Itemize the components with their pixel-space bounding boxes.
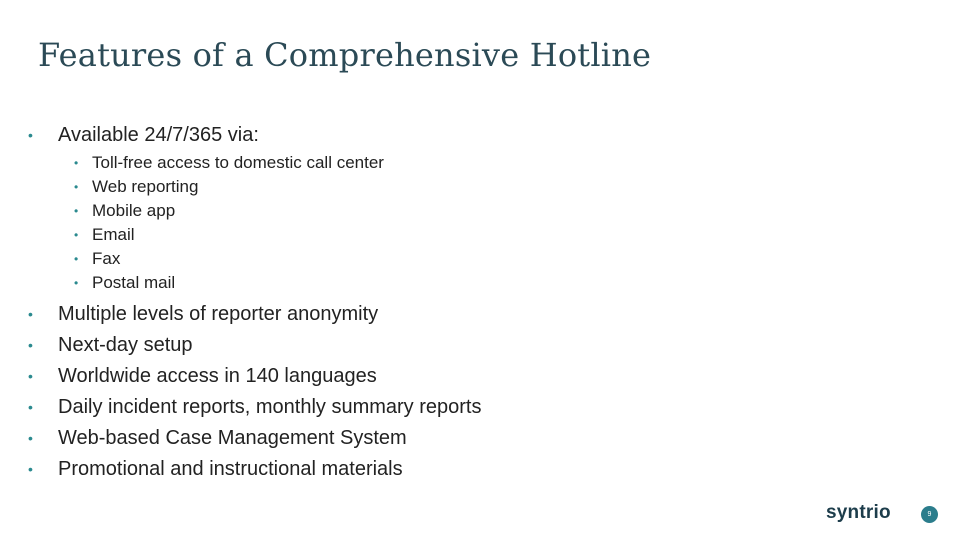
bullet-dot: •: [28, 127, 33, 143]
bullet-list: [28, 123, 628, 485]
bullet-dot: •: [74, 276, 79, 290]
feature-text: Next-day setup: [58, 334, 193, 356]
bullet-dot: •: [28, 337, 33, 353]
page-number-badge: 9: [921, 506, 938, 523]
bullet-text: Available 24/7/365 via:: [58, 124, 259, 146]
bullet-dot: •: [74, 204, 79, 218]
sub-bullet-item: [74, 151, 628, 175]
bullet-dot: •: [74, 156, 79, 170]
sub-bullet-text: Fax: [92, 249, 121, 268]
feature-list: [28, 299, 628, 485]
feature-item: [28, 454, 628, 485]
feature-item: [28, 423, 628, 454]
bullet-dot: •: [28, 430, 33, 446]
sub-bullet-item: [74, 175, 628, 199]
bullet-dot: •: [28, 368, 33, 384]
feature-item: [28, 330, 628, 361]
sub-bullet-text: Postal mail: [92, 273, 176, 292]
sub-bullet-text: Toll-free access to domestic call center: [92, 153, 384, 172]
feature-text: Daily incident reports, monthly summary reports: [58, 396, 482, 418]
bullet-dot: •: [28, 306, 33, 322]
sub-bullet-item: [74, 271, 628, 295]
feature-text: Web-based Case Management System: [58, 427, 407, 449]
feature-item: [28, 299, 628, 330]
sub-bullet-text: Web reporting: [92, 177, 199, 196]
feature-text: Promotional and instructional materials: [58, 458, 403, 480]
sub-bullet-text: Mobile app: [92, 201, 176, 220]
syntrio-logo: syntrio: [826, 502, 891, 523]
slide-title: Features of a Comprehensive Hotline: [38, 36, 652, 74]
feature-text: Worldwide access in 140 languages: [58, 365, 377, 387]
bullet-dot: •: [28, 399, 33, 415]
feature-text: Multiple levels of reporter anonymity: [58, 303, 379, 325]
feature-item: [28, 392, 628, 423]
bullet-available: [28, 123, 628, 147]
bullet-dot: •: [74, 228, 79, 242]
sub-bullet-list: [74, 151, 628, 295]
sub-bullet-text: Email: [92, 225, 135, 244]
sub-bullet-item: [74, 247, 628, 271]
feature-item: [28, 361, 628, 392]
sub-bullet-item: [74, 199, 628, 223]
sub-bullet-item: [74, 223, 628, 247]
bullet-dot: •: [74, 180, 79, 194]
bullet-dot: •: [28, 461, 33, 477]
bullet-dot: •: [74, 252, 79, 266]
